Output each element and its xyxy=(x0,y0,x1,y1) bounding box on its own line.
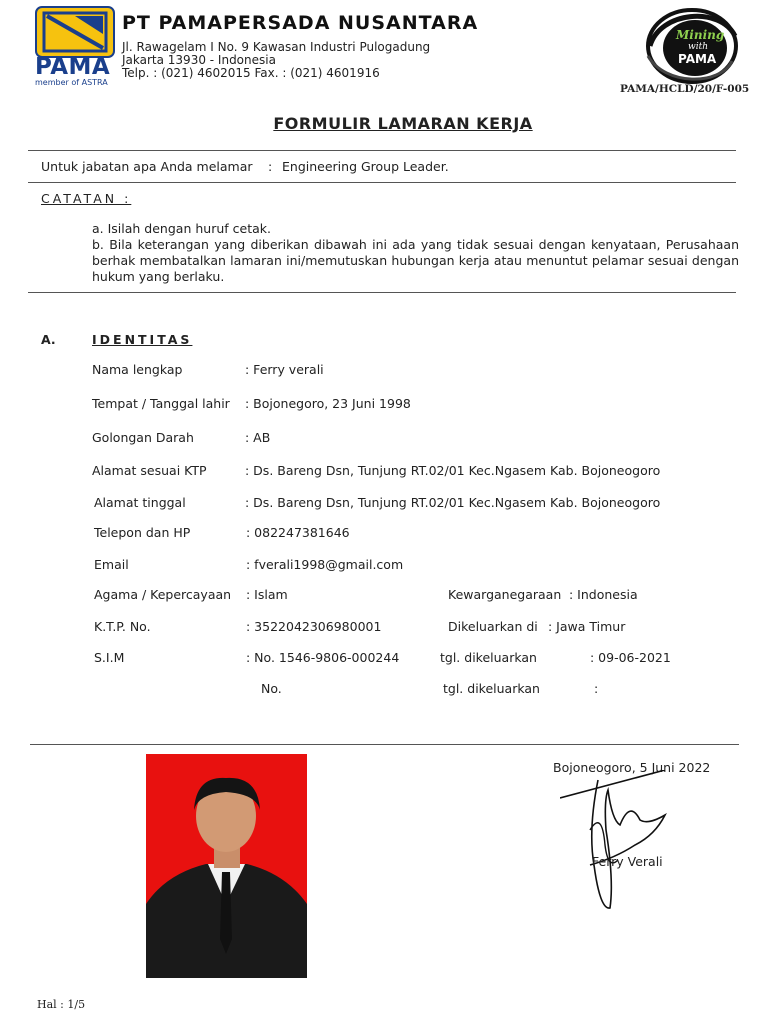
applicant-photo xyxy=(146,754,307,978)
telepon-label: Telepon dan HP xyxy=(94,525,191,540)
darah-label: Golongan Darah xyxy=(92,430,194,445)
kewarganegaraan-label: Kewarganegaraan xyxy=(448,587,562,602)
divider-top xyxy=(28,150,736,151)
logo-tagline: member of ASTRA xyxy=(35,78,108,87)
sim-value[interactable]: : No. 1546-9806-000244 xyxy=(246,650,400,665)
logo-text: PAMA xyxy=(35,54,111,80)
company-name: PT PAMAPERSADA NUSANTARA xyxy=(122,12,479,34)
note-b: b. Bila keterangan yang diberikan dibawah ini ada yang tidak sesuai dengan kenyataan, Perusahaan berhak membatalkan lamaran ini/memutuskan hubungan kerja atau menuntut pelamar sesuai dengan hukum yang berlaku. xyxy=(92,237,739,284)
section-title: IDENTITAS xyxy=(92,332,193,347)
ttl-label: Tempat / Tanggal lahir xyxy=(92,396,230,411)
nama-value[interactable]: : Ferry verali xyxy=(245,362,324,377)
badge-line-3: PAMA xyxy=(678,52,717,66)
sim2-tgl-label: tgl. dikeluarkan xyxy=(443,681,540,696)
page-indicator: Hal : 1/5 xyxy=(37,998,86,1011)
divider-bottom xyxy=(30,744,739,745)
address-line-1: Jl. Rawagelam I No. 9 Kawasan Industri Pulogadung xyxy=(122,40,431,54)
handwritten-signature-icon xyxy=(560,770,670,915)
document-number: PAMA/HCLD/20/F-005 xyxy=(620,83,750,95)
alamat-ktp-value[interactable]: : Ds. Bareng Dsn, Tunjung RT.02/01 Kec.Ngasem Kab. Bojoneogoro xyxy=(245,463,661,478)
darah-value[interactable]: : AB xyxy=(245,430,271,445)
address-line-3: Telp. : (021) 4602015 Fax. : (021) 4601916 xyxy=(122,66,380,80)
signer-name: Ferry Verali xyxy=(592,854,663,869)
sim-tgl-value[interactable]: : 09-06-2021 xyxy=(590,650,671,665)
ttl-value[interactable]: : Bojonegoro, 23 Juni 1998 xyxy=(245,396,411,411)
sim-label: S.I.M xyxy=(94,650,125,665)
ktp-no-label: K.T.P. No. xyxy=(94,619,151,634)
person-photo-icon xyxy=(146,754,307,978)
divider-position xyxy=(28,182,736,183)
form-title: FORMULIR LAMARAN KERJA xyxy=(273,114,533,133)
position-label: Untuk jabatan apa Anda melamar xyxy=(41,159,253,174)
alamat-ktp-label: Alamat sesuai KTP xyxy=(92,463,207,478)
dikeluarkan-value[interactable]: : Jawa Timur xyxy=(548,619,626,634)
agama-label: Agama / Kepercayaan xyxy=(94,587,232,602)
sim2-no-label: No. xyxy=(261,681,282,696)
alamat-tinggal-value[interactable]: : Ds. Bareng Dsn, Tunjung RT.02/01 Kec.Ngasem Kab. Bojoneogoro xyxy=(245,495,661,510)
alamat-tinggal-label: Alamat tinggal xyxy=(94,495,186,510)
place-date: Bojoneogoro, 5 Juni 2022 xyxy=(553,760,711,775)
telepon-value[interactable]: : 082247381646 xyxy=(246,525,350,540)
position-value[interactable]: Engineering Group Leader. xyxy=(282,159,449,174)
section-number: A. xyxy=(41,332,56,347)
agama-value[interactable]: : Islam xyxy=(246,587,288,602)
note-a: a. Isilah dengan huruf cetak. xyxy=(92,221,271,236)
badge-line-1: Mining xyxy=(676,28,725,42)
dikeluarkan-label: Dikeluarkan di xyxy=(448,619,538,634)
email-label: Email xyxy=(94,557,129,572)
ktp-no-value[interactable]: : 3522042306980001 xyxy=(246,619,382,634)
sim2-tgl-value[interactable]: : xyxy=(594,681,599,696)
catatan-heading: CATATAN : xyxy=(41,191,132,206)
signature-mark xyxy=(560,770,670,915)
email-value[interactable]: : fverali1998@gmail.com xyxy=(246,557,404,572)
position-separator: : xyxy=(268,159,273,174)
nama-label: Nama lengkap xyxy=(92,362,183,377)
kewarganegaraan-value[interactable]: : Indonesia xyxy=(569,587,638,602)
mining-with-pama-badge xyxy=(640,6,740,84)
divider-catatan xyxy=(28,292,736,293)
sim-tgl-label: tgl. dikeluarkan xyxy=(440,650,537,665)
pama-logo xyxy=(35,6,115,86)
badge-line-2: with xyxy=(688,42,708,52)
address-line-2: Jakarta 13930 - Indonesia xyxy=(122,53,276,67)
